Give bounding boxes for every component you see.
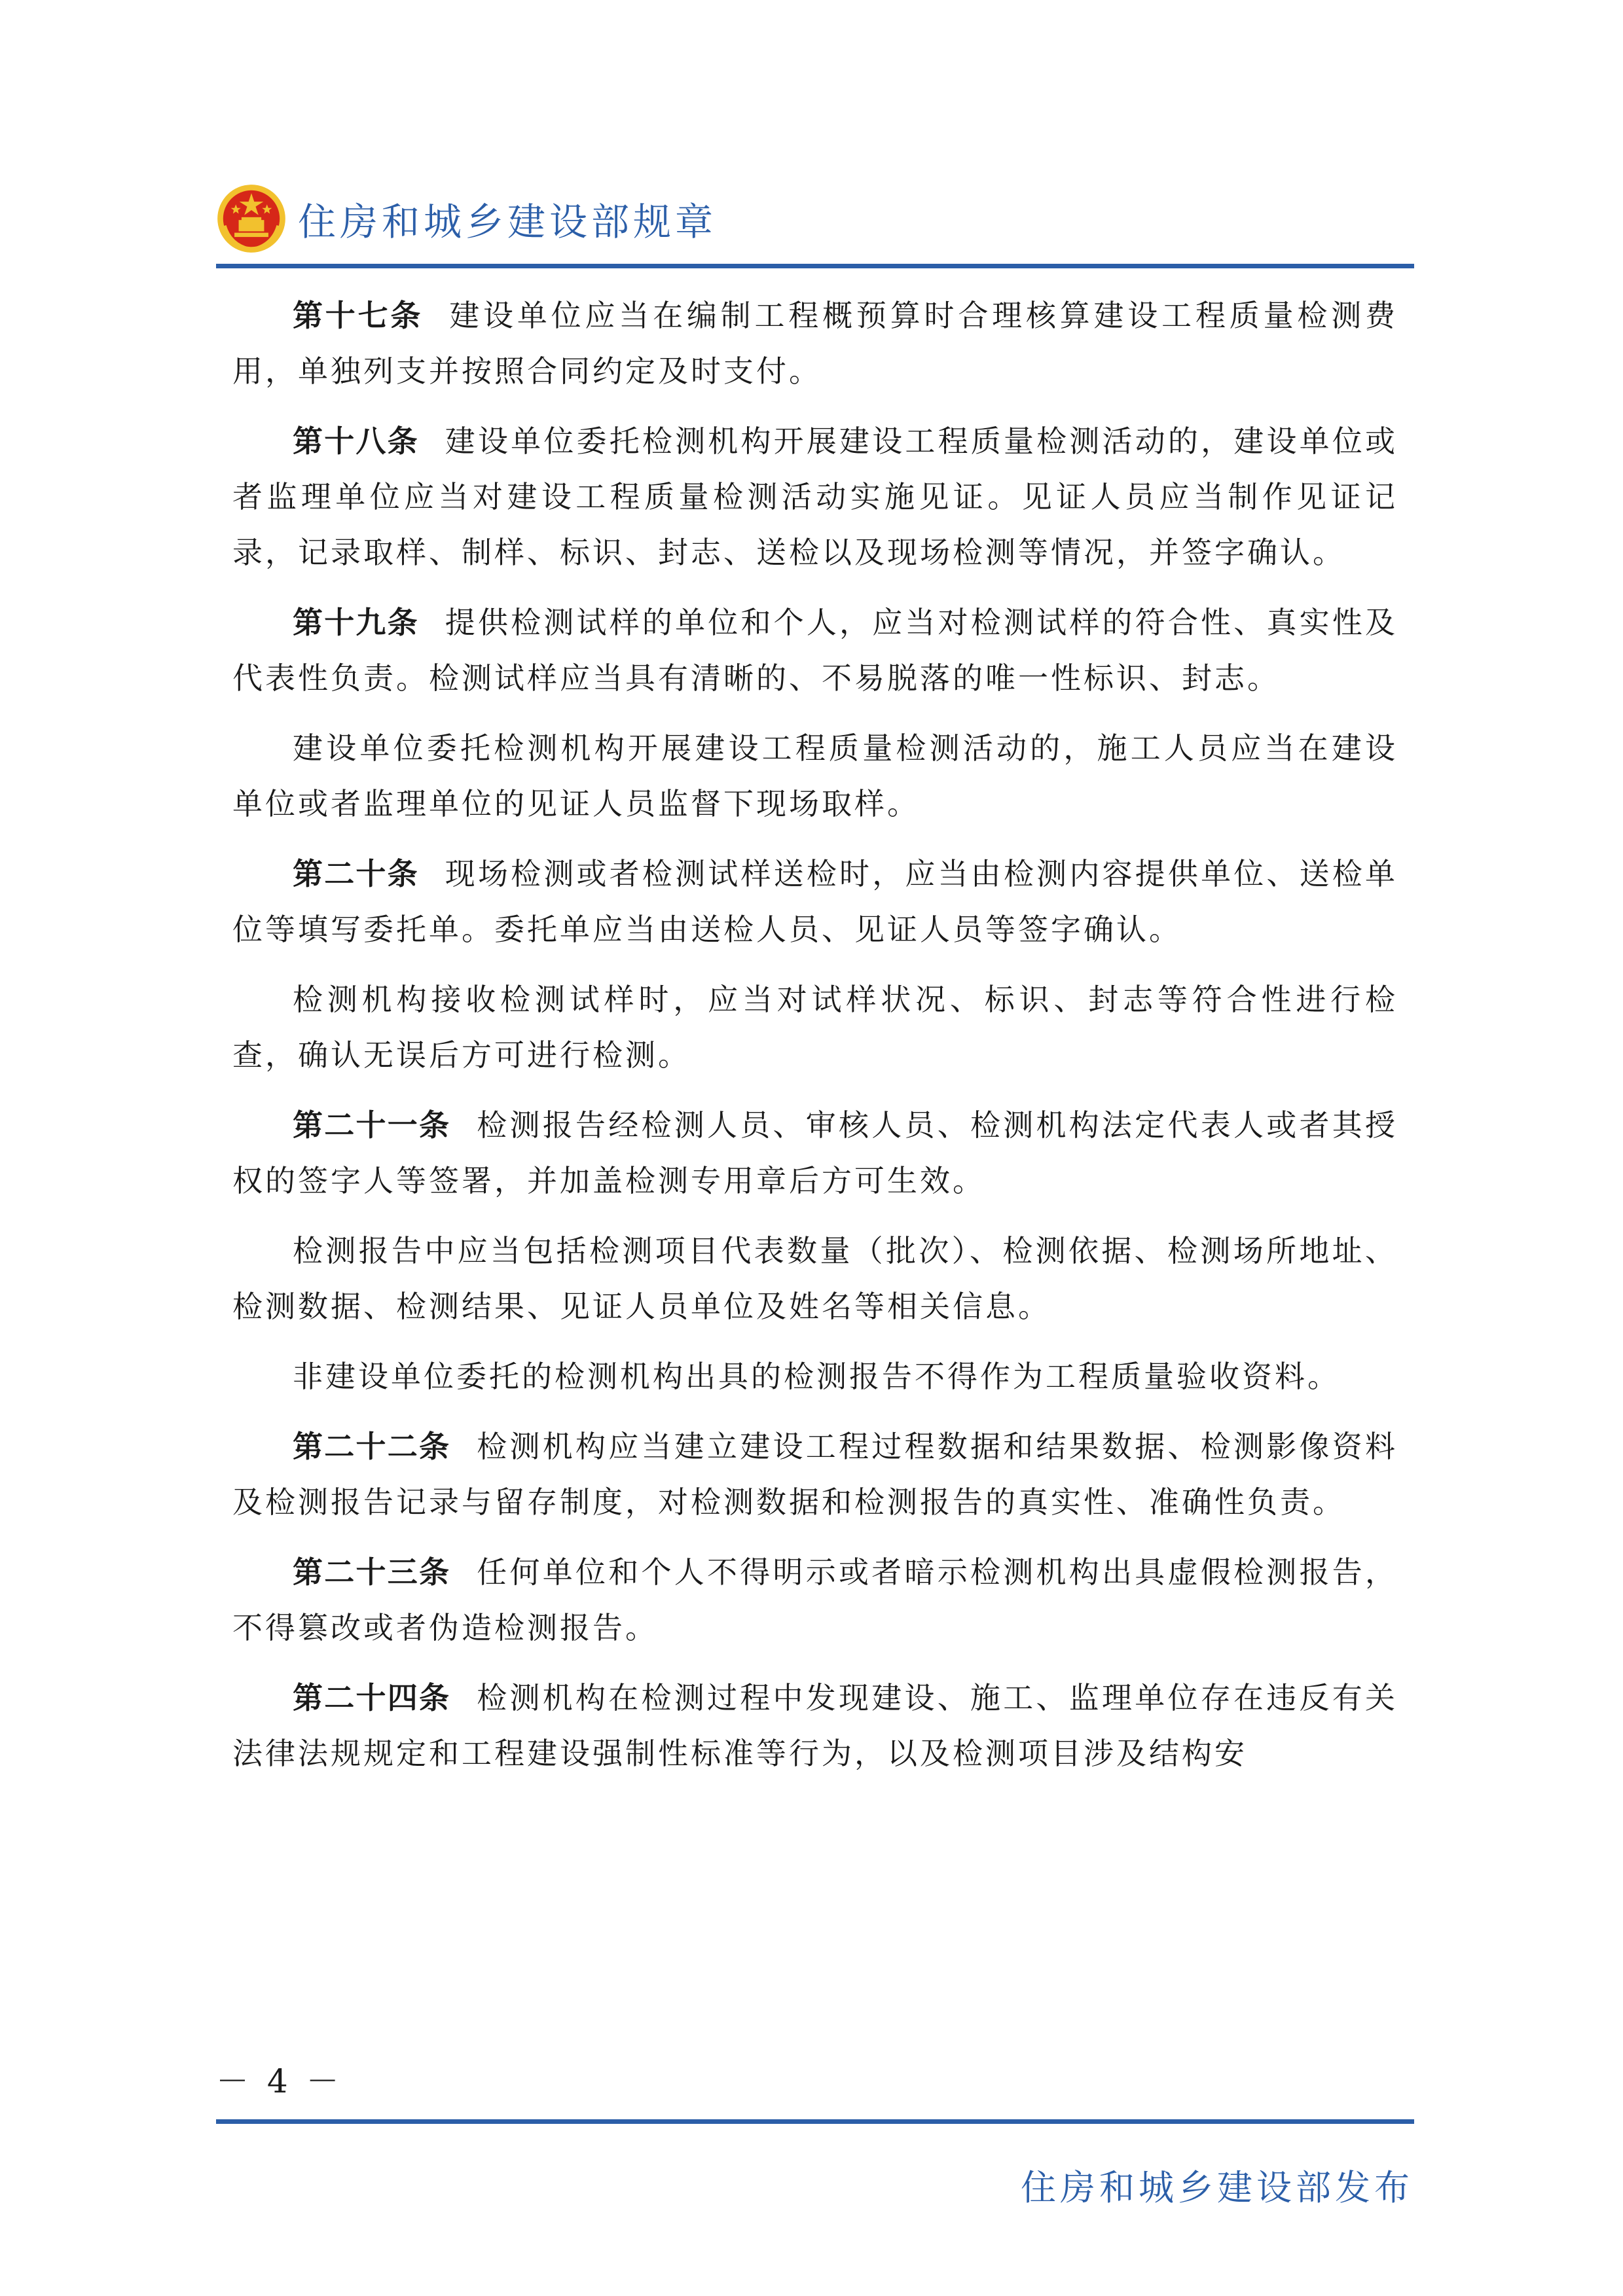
paragraph-text: 任何单位和个人不得明示或者暗示检测机构出具虚假检测报告，不得篡改或者伪造检测报告。 xyxy=(232,1554,1398,1645)
article-number: 第二十四条 xyxy=(293,1680,451,1715)
paragraph xyxy=(232,288,1398,399)
footer-publisher: 住房和城乡建设部发布 xyxy=(1021,2167,1413,2208)
paragraph-text: 现场检测或者检测试样送检时，应当由检测内容提供单位、送检单位等填写委托单。委托单应当由送检人员、见证人员等签字确认。 xyxy=(232,856,1398,947)
footer-divider xyxy=(216,2119,1414,2124)
header-title: 住房和城乡建设部规章 xyxy=(298,200,718,244)
paragraph-text: 检测机构应当建立建设工程过程数据和结果数据、检测影像资料及检测报告记录与留存制度，对检测数据和检测报告的真实性、准确性负责。 xyxy=(232,1429,1398,1520)
article-number: 第十九条 xyxy=(293,605,419,640)
page-header xyxy=(216,177,1414,268)
header-divider xyxy=(216,264,1414,268)
paragraph xyxy=(232,595,1398,706)
paragraph-text: 非建设单位委托的检测机构出具的检测报告不得作为工程质量验收资料。 xyxy=(293,1359,1340,1394)
article-number: 第二十二条 xyxy=(293,1429,451,1464)
paragraph xyxy=(232,972,1398,1083)
article-number: 第十七条 xyxy=(293,298,424,333)
paragraph xyxy=(232,1545,1398,1656)
paragraph xyxy=(232,1419,1398,1530)
paragraph xyxy=(232,1098,1398,1209)
paragraph xyxy=(232,846,1398,958)
paragraph-text: 检测机构接收检测试样时，应当对试样状况、标识、封志等符合性进行检查，确认无误后方可进行检测。 xyxy=(232,982,1398,1073)
paragraph-text: 提供检测试样的单位和个人，应当对检测试样的符合性、真实性及代表性负责。检测试样应当具有清晰的、不易脱落的唯一性标识、封志。 xyxy=(232,605,1398,696)
document-body xyxy=(232,288,1398,1796)
paragraph-text: 检测机构在检测过程中发现建设、施工、监理单位存在违反有关法律法规规定和工程建设强制性标准等行为，以及检测项目涉及结构安 xyxy=(232,1680,1398,1771)
national-emblem-icon xyxy=(216,183,287,254)
paragraph-text: 检测报告中应当包括检测项目代表数量（批次）、检测依据、检测场所地址、检测数据、检测结果、见证人员单位及姓名等相关信息。 xyxy=(232,1233,1398,1324)
article-number: 第二十条 xyxy=(293,856,419,891)
paragraph-text: 建设单位委托检测机构开展建设工程质量检测活动的，建设单位或者监理单位应当对建设工程质量检测活动实施见证。见证人员应当制作见证记录，记录取样、制样、标识、封志、送检以及现场检测等情况，并签字确认。 xyxy=(232,423,1398,570)
paragraph-text: 建设单位委托检测机构开展建设工程质量检测活动的，施工人员应当在建设单位或者监理单位的见证人员监督下现场取样。 xyxy=(232,730,1398,821)
article-number: 第二十一条 xyxy=(293,1107,451,1143)
paragraph xyxy=(232,1670,1398,1782)
paragraph xyxy=(232,414,1398,581)
paragraph-text: 建设单位应当在编制工程概预算时合理核算建设工程质量检测费用，单独列支并按照合同约定及时支付。 xyxy=(232,298,1398,389)
paragraph-text: 检测报告经检测人员、审核人员、检测机构法定代表人或者其授权的签字人等签署，并加盖检测专用章后方可生效。 xyxy=(232,1107,1398,1198)
paragraph xyxy=(232,1223,1398,1335)
paragraph xyxy=(232,721,1398,832)
article-number: 第二十三条 xyxy=(293,1554,451,1590)
page-number: － 4 － xyxy=(216,2062,343,2100)
article-number: 第十八条 xyxy=(293,423,419,459)
paragraph xyxy=(232,1349,1398,1405)
